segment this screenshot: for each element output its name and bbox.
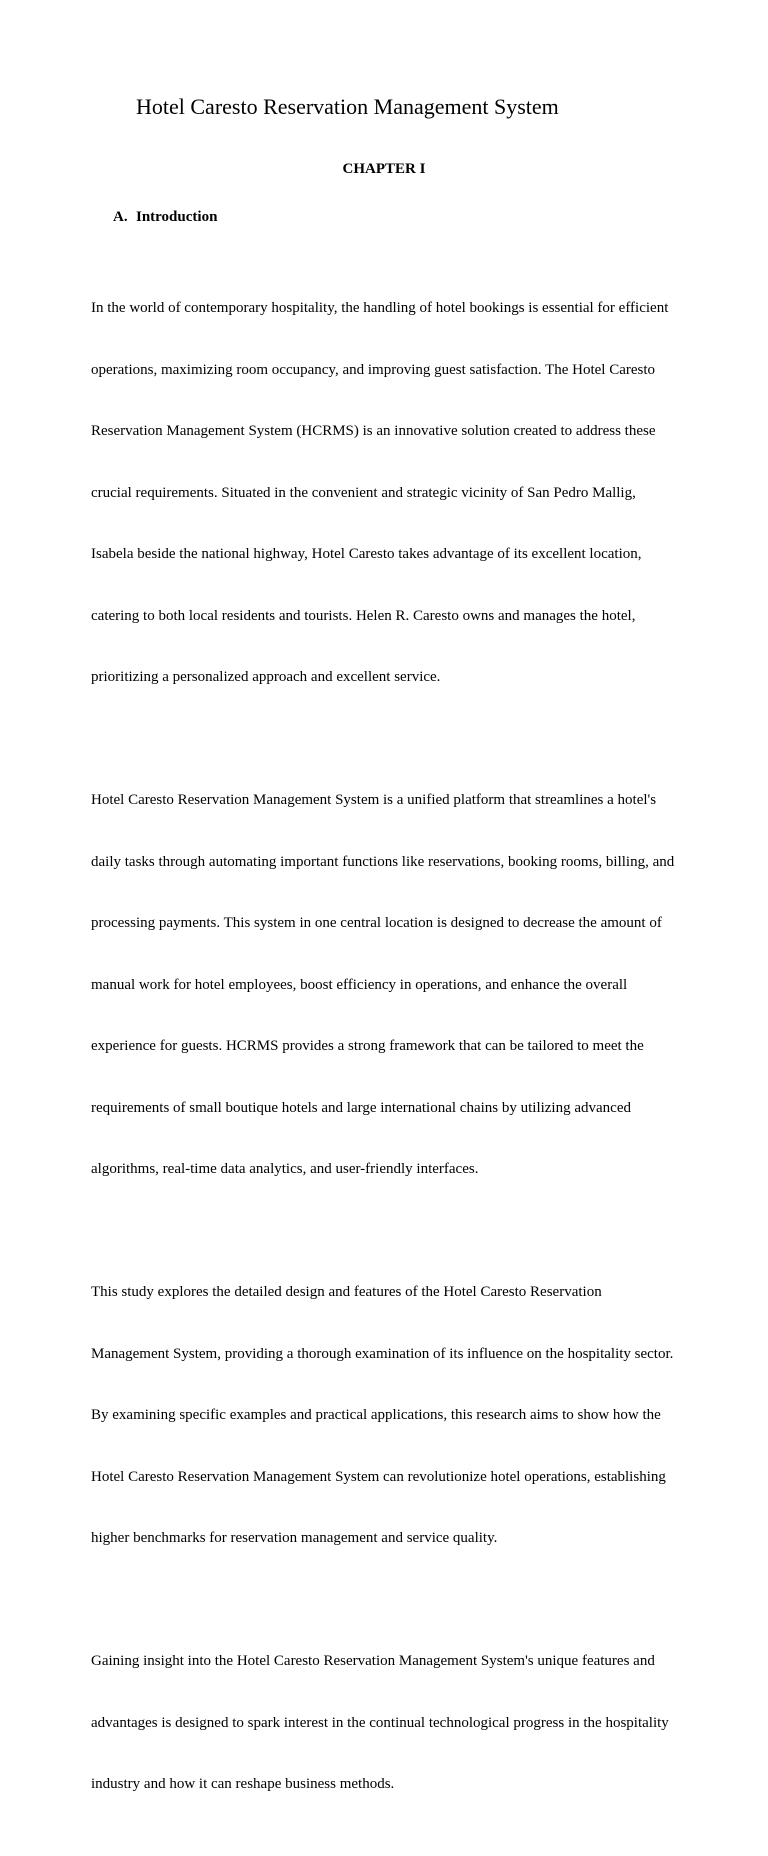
paragraph-line: requirements of small boutique hotels and large international chains by utilizing advanced bbox=[91, 1099, 631, 1116]
document-title: Hotel Caresto Reservation Management System bbox=[136, 94, 559, 119]
paragraph-line: catering to both local residents and tourists. Helen R. Caresto owns and manages the hotel, bbox=[91, 607, 636, 624]
paragraph-1 bbox=[91, 257, 691, 729]
body-text bbox=[91, 257, 691, 1856]
paragraph-line: advantages is designed to spark interest in the continual technological progress in the hospitality bbox=[91, 1714, 669, 1731]
paragraph-line: operations, maximizing room occupancy, and improving guest satisfaction. The Hotel Caresto bbox=[91, 361, 656, 378]
paragraph-line: crucial requirements. Situated in the convenient and strategic vicinity of San Pedro Mallig, bbox=[91, 484, 636, 501]
paragraph-3 bbox=[91, 1241, 691, 1590]
section-heading bbox=[113, 207, 217, 227]
section-marker: A. bbox=[113, 209, 128, 225]
paragraph-line: algorithms, real-time data analytics, and user-friendly interfaces. bbox=[91, 1161, 479, 1177]
paragraph-line: Hotel Caresto Reservation Management System can revolutionize hotel operations, establishing bbox=[91, 1468, 666, 1485]
paragraph-4 bbox=[91, 1610, 691, 1836]
paragraph-line: Management System, providing a thorough examination of its influence on the hospitality sector. bbox=[91, 1345, 674, 1362]
paragraph-line: industry and how it can reshape business methods. bbox=[91, 1776, 395, 1792]
paragraph-line: daily tasks through automating important functions like reservations, booking rooms, billing, and bbox=[91, 853, 675, 870]
paragraph-2 bbox=[91, 749, 691, 1221]
paragraph-line: Gaining insight into the Hotel Caresto Reservation Management System's unique features and bbox=[91, 1653, 655, 1669]
paragraph-line: By examining specific examples and practical applications, this research aims to show how the bbox=[91, 1407, 661, 1423]
paragraph-line: This study explores the detailed design and features of the Hotel Caresto Reservation bbox=[91, 1284, 602, 1300]
paragraph-line: prioritizing a personalized approach and excellent service. bbox=[91, 669, 441, 685]
paragraph-line: Isabela beside the national highway, Hotel Caresto takes advantage of its excellent location, bbox=[91, 546, 642, 562]
paragraph-line: manual work for hotel employees, boost efficiency in operations, and enhance the overall bbox=[91, 976, 628, 993]
paragraph-line: Hotel Caresto Reservation Management System is a unified platform that streamlines a hotel's bbox=[91, 792, 657, 808]
section-title: Introduction bbox=[136, 209, 218, 225]
paragraph-line: In the world of contemporary hospitality, the handling of hotel bookings is essential for efficient bbox=[91, 300, 669, 316]
paragraph-line: Reservation Management System (HCRMS) is an innovative solution created to address these bbox=[91, 423, 656, 439]
paragraph-line: experience for guests. HCRMS provides a strong framework that can be tailored to meet the bbox=[91, 1038, 644, 1054]
paragraph-line: higher benchmarks for reservation management and service quality. bbox=[91, 1530, 498, 1546]
paragraph-line: processing payments. This system in one central location is designed to decrease the amount of bbox=[91, 915, 662, 931]
chapter-heading: CHAPTER I bbox=[342, 161, 426, 177]
